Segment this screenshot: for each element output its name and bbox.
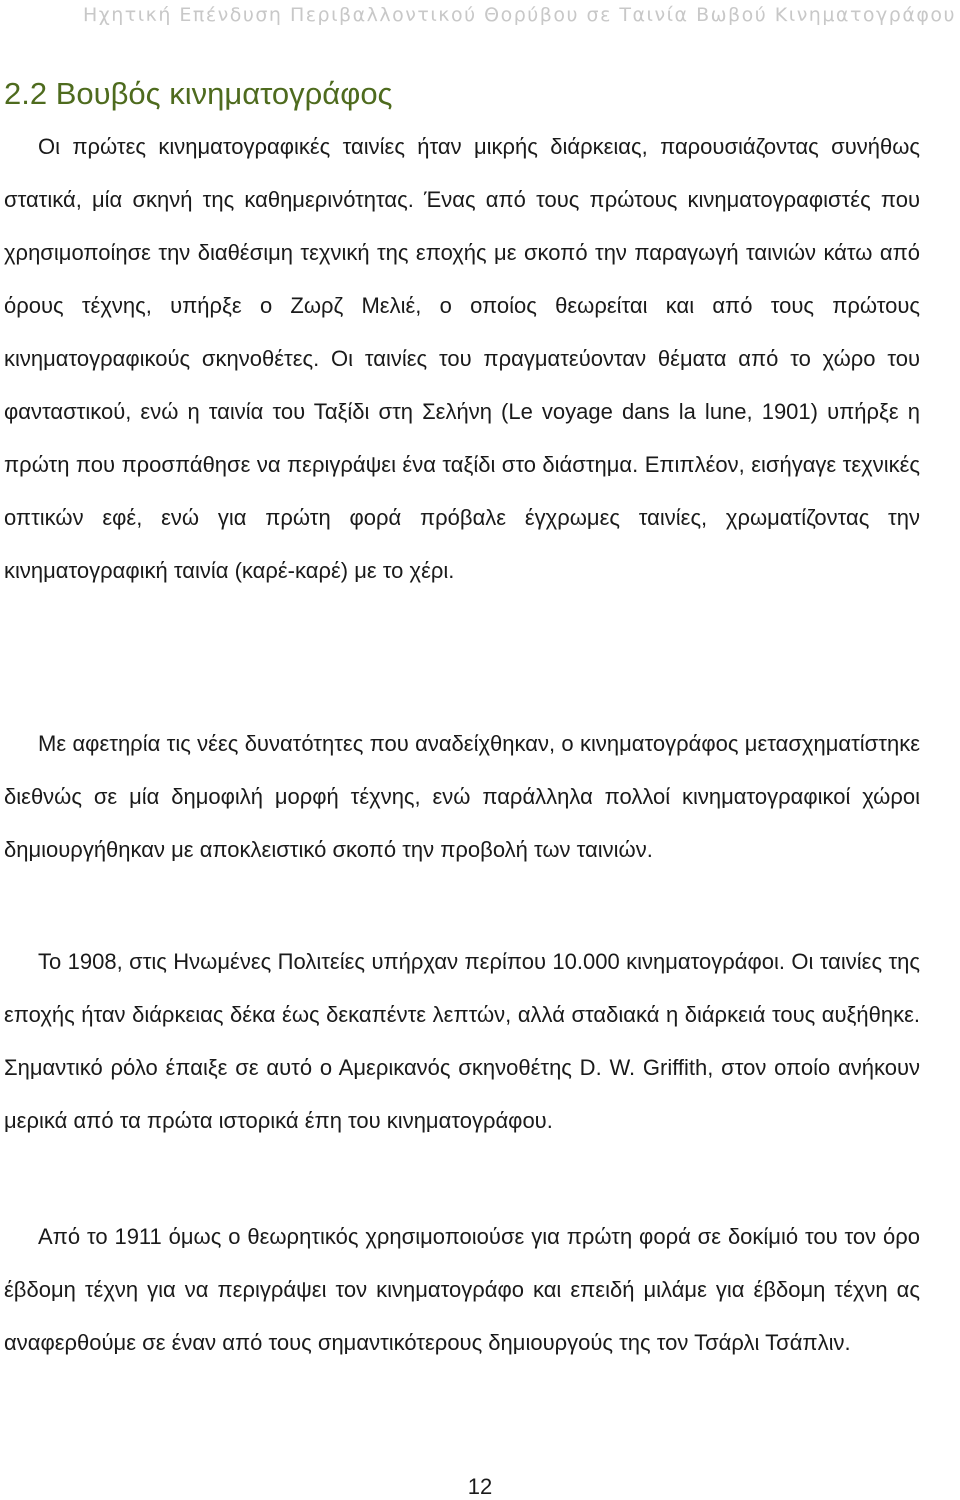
section-title: 2.2 Βουβός κινηματογράφος xyxy=(4,76,393,111)
paragraph-seventh-art: Από το 1911 όμως ο θεωρητικός χρησιμοποιούσε για πρώτη φορά σε δοκίμιό του τον όρο έβδομη τέχνη για να περιγράψει τον κινηματογράφο και επειδή μιλάμε για έβδομη τέχνη ας αναφερθούμε σε έναν από τους σημαντικότερους δημιουργούς της τον Τσάρλι Τσάπλιν. xyxy=(4,1224,920,1355)
running-header: Ηχητική Επένδυση Περιβαλλοντικού Θορύβου σε Ταινία Βωβού Κινηματογράφου xyxy=(82,4,956,26)
paragraph-melies: Οι πρώτες κινηματογραφικές ταινίες ήταν μικρής διάρκειας, παρουσιάζοντας συνήθως στατικά, μία σκηνή της καθημερινότητας. Ένας από τους πρώτους κινηματογραφιστές που χρησιμοποίησε την διαθέσιμη τεχνική της εποχής με σκοπό την παραγωγή ταινιών κάτω από όρους τέχνης, υπήρξε ο Ζωρζ Μελιέ, ο οποίος θεωρείται και από τους πρώτους κινηματογραφικούς σκηνοθέτες. Οι ταινίες του πραγματεύονταν θέματα από το χώρο του φανταστικού, ενώ η ταινία του Ταξίδι στη Σελήνη (Le voyage dans la lune, 1901) υπήρξε η πρώτη που προσπάθησε να περιγράψει ένα ταξίδι στο διάστημα. Επιπλέον, εισήγαγε τεχνικές οπτικών εφέ, ενώ για πρώτη φορά πρόβαλε έγχρωμες ταινίες, χρωματίζοντας την κινηματογραφική ταινία (καρέ-καρέ) με το χέρι. xyxy=(4,134,920,583)
page-number: 12 xyxy=(467,1474,493,1499)
paragraph-1908-griffith: Το 1908, στις Ηνωμένες Πολιτείες υπήρχαν περίπου 10.000 κινηματογράφοι. Οι ταινίες της εποχής ήταν διάρκειας δέκα έως δεκαπέντε λεπτών, αλλά σταδιακά η διάρκειά τους αυξήθηκε. Σημαντικό ρόλο έπαιξε σε αυτό ο Αμερικανός σκηνοθέτης D. W. Griffith, στον οποίο ανήκουν μερικά από τα πρώτα ιστορικά έπη του κινηματογράφου. xyxy=(4,949,920,1133)
paragraph-cinema-spread: Με αφετηρία τις νέες δυνατότητες που αναδείχθηκαν, ο κινηματογράφος μετασχηματίστηκε διεθνώς σε μία δημοφιλή μορφή τέχνης, ενώ παράλληλα πολλοί κινηματογραφικοί χώροι δημιουργήθηκαν με αποκλειστικό σκοπό την προβολή των ταινιών. xyxy=(4,731,920,862)
